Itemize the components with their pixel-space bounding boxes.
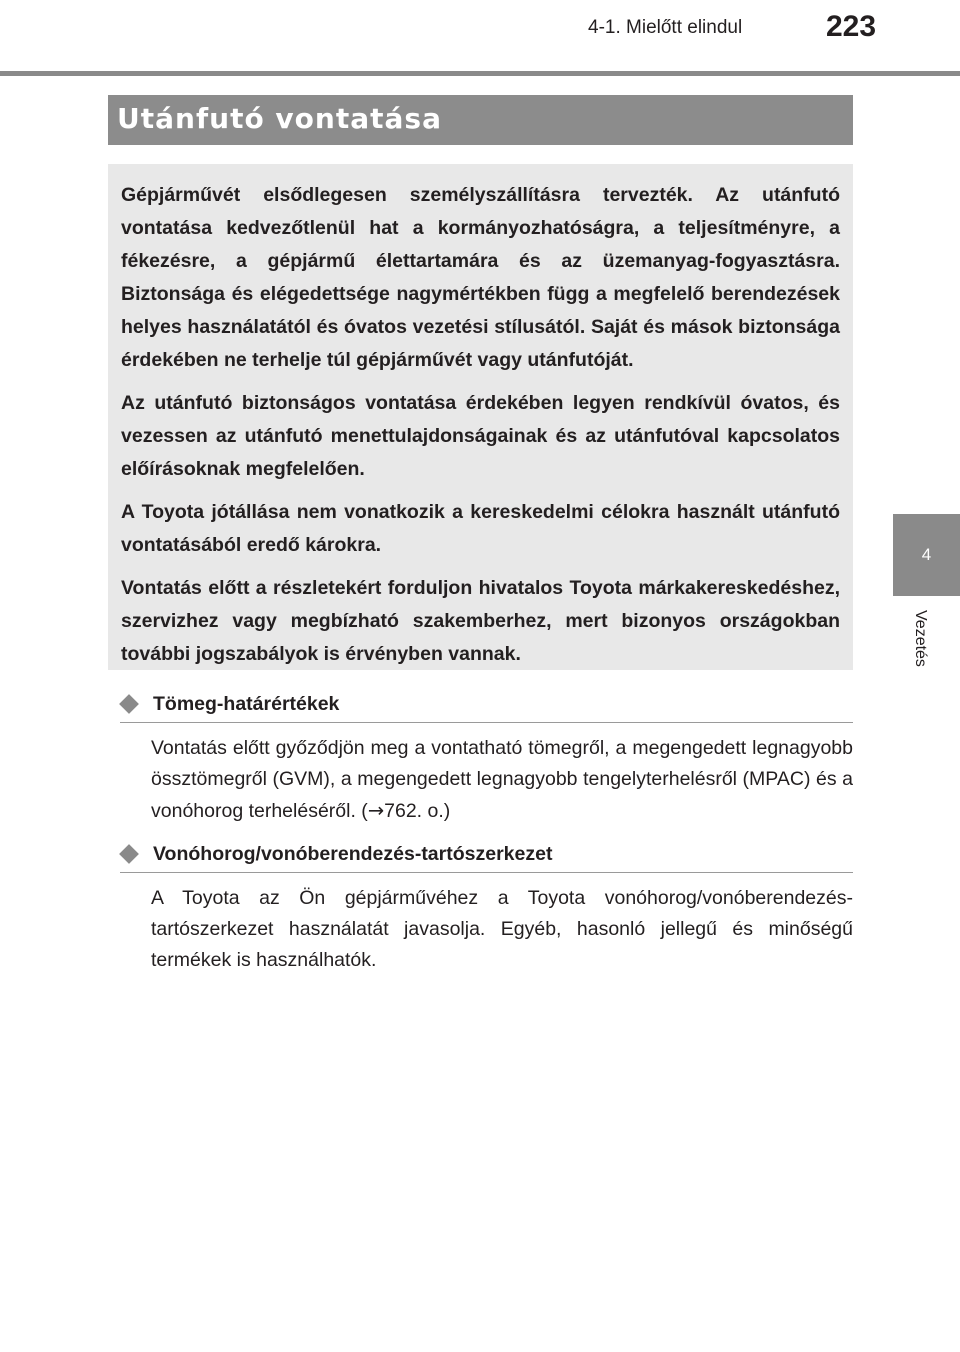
section-title: Tömeg-határértékek bbox=[153, 693, 340, 715]
chapter-tab-label: Vezetés bbox=[912, 610, 929, 667]
section-towbar bbox=[120, 842, 853, 976]
header-rule bbox=[0, 71, 960, 76]
section-body: A Toyota az Ön gépjárművéhez a Toyota vonóhorog/vonóberendezés-tartószerkezet használatát javasolja. Egyéb, hasonló jellegű és minőségű termékek is használhatók. bbox=[151, 887, 853, 971]
section-heading bbox=[120, 842, 853, 873]
section-body bbox=[151, 733, 853, 827]
diamond-bullet-icon bbox=[119, 844, 139, 864]
section-title: Vonóhorog/vonóberendezés-tartószerkezet bbox=[153, 843, 553, 865]
page-title: Utánfutó vontatása bbox=[117, 102, 442, 135]
diamond-bullet-icon bbox=[119, 694, 139, 714]
intro-paragraph: Gépjárművét elsődlegesen személyszállításra tervezték. Az utánfutó vontatása kedvezőtlenül hat a kormányozhatóságra, a teljesítményre, a fékezésre, a gépjármű élettartamára és az üzemanyag-fogyasztásra. Biztonsága és elégedettsége nagymértékben függ a megfelelő berendezések helyes használatától és óvatos vezetési stílusától. Saját és mások biztonsága érdekében ne terhelje túl gépjárművét vagy utánfutóját. bbox=[121, 184, 840, 371]
page-reference: 762. o.) bbox=[384, 800, 451, 822]
intro-box bbox=[108, 164, 853, 670]
reference-arrow-icon: → bbox=[367, 799, 385, 822]
page-number: 223 bbox=[826, 10, 877, 43]
header-section-title: 4-1. Mielőtt elindul bbox=[588, 17, 743, 38]
section-weight-limits bbox=[120, 692, 853, 827]
intro-paragraph: A Toyota jótállása nem vonatkozik a kereskedelmi célokra használt utánfutó vontatásából eredő károkra. bbox=[121, 501, 840, 556]
section-text: Vontatás előtt győződjön meg a vontatható tömegről, a megengedett legnagyobb össztömegről (GVM), a megengedett legnagyobb tengelyterhelésről (MPAC) és a vonóhorog terheléséről. ( bbox=[151, 737, 853, 822]
intro-paragraph: Vontatás előtt a részletekért forduljon hivatalos Toyota márkakereskedéshez, szervizhez vagy megbízható szakemberhez, mert bizonyos országokban további jogszabályok is érvényben vannak. bbox=[121, 577, 840, 665]
section-heading bbox=[120, 692, 853, 723]
chapter-tab: 4 bbox=[893, 514, 960, 596]
intro-paragraph: Az utánfutó biztonságos vontatása érdekében legyen rendkívül óvatos, és vezessen az utánfutó menettulajdonságainak és az utánfutóval kapcsolatos előírásoknak megfelelően. bbox=[121, 392, 840, 480]
title-bar bbox=[108, 95, 853, 145]
page-header bbox=[0, 0, 960, 80]
